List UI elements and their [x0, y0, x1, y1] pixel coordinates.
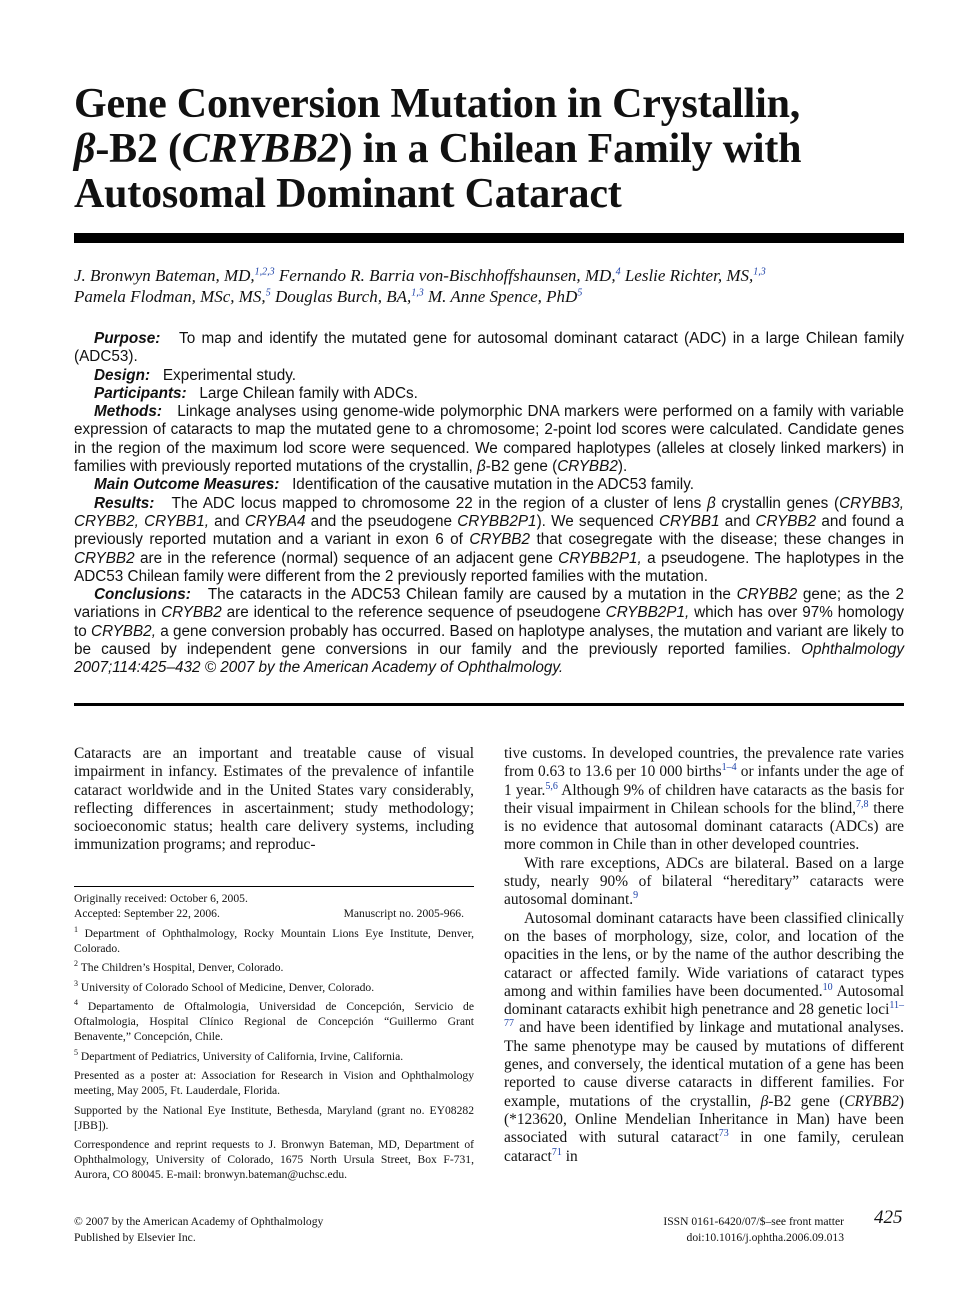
- methods-beta: β: [477, 458, 486, 476]
- intro-paragraph-2: [504, 855, 904, 910]
- abstract: [74, 330, 904, 678]
- conclusions-text-d: which has over 97% homology to: [74, 604, 904, 640]
- abstract-outcome: [74, 476, 904, 494]
- results-gene-5: CRYBB2: [755, 512, 817, 530]
- citation-link[interactable]: 9: [633, 890, 639, 902]
- results-text-g: and found a previously reported mutation and a variant in exon 6 of: [74, 512, 904, 549]
- results-text-j: a pseudogene. The haplotypes in the ADC53 Chilean family were different from the 2 previously reported families with the mutation.: [74, 549, 905, 585]
- citation-link[interactable]: 7,8: [856, 798, 869, 810]
- correspondence-note: Correspondence and reprint requests to J. Bronwyn Bateman, MD, Department of Ophthalmology, University of Colorado, 1675 North Ursula Street, Box F-731, Aurora, CO 80045. E-mail: bronwyn.bateman@uchsc.edu.: [74, 1138, 474, 1181]
- funding-note: Supported by the National Eye Institute, Bethesda, Maryland (grant no. EY08282 [JBB]).: [74, 1103, 474, 1132]
- abstract-conclusions: [74, 586, 904, 677]
- author-1: J. Bronwyn Bateman, MD,: [74, 266, 255, 285]
- author-3: Leslie Richter, MS,: [620, 266, 754, 285]
- abstract-rule: [74, 703, 904, 706]
- issn: ISSN 0161-6420/07/$–see front matter: [663, 1215, 844, 1228]
- citation-link[interactable]: 11–77: [504, 1000, 904, 1030]
- accepted-date: Accepted: September 22, 2006.: [74, 907, 220, 920]
- results-gene-7: CRYBB2: [74, 549, 135, 567]
- results-text-e: ). We sequenced: [536, 512, 659, 530]
- affiliation-2-number: 2: [74, 959, 78, 969]
- p1-text-a: tive customs. In developed countries, the prevalence rate varies from 0.63 to 13.6 per 10 000 births: [504, 745, 904, 781]
- results-label: Results:: [94, 494, 155, 512]
- p1-text-d: there is no evidence that autosomal dominant cataracts (ADCs) are more common in Chile than in other developed countries.: [504, 799, 904, 854]
- intro-paragraph-1: Cataracts are an important and treatable cause of visual impairment in infancy. Estimates of the prevalence of infantile cataract worldwide and in the United States vary considerably, reflecting differences in ascertainment; study methodology; socioeconomic status; health care delivery systems, including immunization programs; and reproduc-: [74, 745, 474, 854]
- outcome-text: Identification of the causative mutation in the ADC53 family.: [292, 476, 694, 494]
- title-rule: [74, 233, 904, 243]
- results-text-f: and: [719, 512, 756, 530]
- citation-link[interactable]: 73: [718, 1128, 729, 1140]
- p3-text-b: Autosomal dominant cataracts exhibit high penetrance and 28 genetic loci: [504, 982, 905, 1019]
- title-gene: CRYBB2: [181, 126, 339, 172]
- p3-gene: CRYBB2: [844, 1092, 899, 1110]
- p3-text-f: in one family, cerulean cataract: [504, 1129, 904, 1165]
- conclusions-gene-2: CRYBB2: [161, 604, 222, 622]
- conclusions-text: The cataracts in the ADC53 Chilean family are caused by a mutation in the: [207, 586, 737, 604]
- footnotes: [74, 891, 474, 1187]
- results-text-b: crystallin genes (: [715, 494, 840, 512]
- affiliation-1-number: 1: [74, 924, 78, 934]
- author-5: Douglas Burch, BA,: [270, 287, 412, 306]
- author-5-affil[interactable]: 1,3: [411, 287, 424, 299]
- affiliation-5-number: 5: [74, 1047, 78, 1057]
- affiliation-1-text: Department of Ophthalmology, Rocky Mountain Lions Eye Institute, Denver, Colorado.: [74, 926, 474, 955]
- conclusions-gene-1: CRYBB2: [736, 586, 798, 604]
- affiliation-4-text: Departamento de Oftalmologia, Universidad de Concepción, Servicio de Oftalmologia, Hospital Clínico Regional de Concepción “Guillermo Grant Benavente,” Concepción, Chile.: [74, 1000, 474, 1043]
- presentation-note: Presented as a poster at: Association for Research in Vision and Ophthalmology meeting, May 2005, Ft. Lauderdale, Florida.: [74, 1069, 474, 1097]
- outcome-label: Main Outcome Measures:: [94, 476, 280, 494]
- footer-left: [74, 1214, 323, 1245]
- results-gene-1: CRYBB3, CRYBB2, CRYBB1,: [74, 494, 904, 530]
- footnote-rule: [74, 886, 474, 887]
- conclusions-text-c: are identical to the reference sequence of pseudogene: [221, 604, 606, 622]
- methods-text: Linkage analyses using genome-wide polymorphic DNA markers were performed on a family with variable expression of cataracts to map the mutated gene to a chromosome; 2-point lod scores were calculated. Candidate genes in the region of the maximum lod score were sequenced. We compared haplotypes (alleles at closely linked markers) in families with previously reported mutations of the crystallin,: [74, 403, 905, 476]
- body-column-right: [504, 745, 904, 1166]
- results-gene-2: CRYBA4: [244, 512, 306, 530]
- page-number: 425: [874, 1207, 903, 1228]
- affiliation-1: [74, 926, 474, 956]
- conclusions-text-e: a gene conversion probably has occurred. Based on haplotype analyses, the mutation and variant are likely to be caused by independent gene conversions in our family and the previously reported families.: [74, 622, 904, 659]
- p3-text-e: ) (*123620, Online Mendelian Inheritance in Man) have been associated with sutural cataract: [504, 1092, 904, 1147]
- results-text-h: that cosegregate with the disease; these changes in: [530, 531, 905, 549]
- results-text-d: and the pseudogene: [305, 512, 458, 530]
- p3-text-d: -B2 gene (: [768, 1092, 845, 1110]
- affiliation-2: [74, 960, 474, 975]
- affiliation-2-text: The Children’s Hospital, Denver, Colorado.: [80, 961, 284, 974]
- body-column-left: [74, 745, 474, 855]
- p3-text-g: in: [561, 1147, 578, 1165]
- results-text-c: and: [208, 512, 245, 530]
- journal-citation: Ophthalmology 2007;114:425–432 © 2007 by the American Academy of Ophthalmology.: [74, 641, 904, 677]
- affiliation-5-text: Department of Pediatrics, University of California, Irvine, California.: [80, 1049, 404, 1063]
- copyright: © 2007 by the American Academy of Ophthalmology: [74, 1215, 324, 1228]
- title-beta: β: [74, 126, 96, 172]
- intro-paragraph-3: [504, 910, 904, 1166]
- methods-text-c: ).: [617, 458, 628, 476]
- p2-text: With rare exceptions, ADCs are bilateral. Based on a large study, nearly 90% of bilateral “hereditary” cataracts were autosomal dominant.: [504, 854, 904, 909]
- author-6: M. Anne Spence, PhD: [423, 287, 578, 306]
- affiliation-3: [74, 980, 474, 995]
- p1-text-c: Although 9% of children have cataracts as the basis for their visual impairment in Chilean schools for the blind,: [504, 781, 904, 817]
- p3-text-a: Autosomal dominant cataracts have been classified clinically on the bases of morphology, size, color, and location of the opacities in the lens, or by the name of the author describing the cataract or affected family. Wide variations of cataract types among and within families have been documented.: [504, 909, 904, 1000]
- abstract-purpose: [74, 330, 904, 367]
- design-label: Design:: [94, 366, 151, 384]
- received-date: Originally received: October 6, 2005.: [74, 892, 248, 905]
- results-gene-8: CRYBB2P1,: [558, 549, 642, 567]
- results-gene-3: CRYBB2P1: [457, 512, 537, 530]
- author-1-affil[interactable]: 1,2,3: [254, 266, 275, 278]
- results-gene-4: CRYBB1: [658, 512, 720, 530]
- abstract-participants: [74, 385, 904, 403]
- results-beta: β: [706, 494, 716, 512]
- purpose-label: Purpose:: [94, 330, 161, 347]
- author-4: Pamela Flodman, MSc, MS,: [74, 287, 266, 306]
- publisher: Published by Elsevier Inc.: [74, 1230, 196, 1244]
- accepted-row: [74, 906, 474, 921]
- affiliation-4-number: 4: [74, 998, 78, 1008]
- affiliation-3-number: 3: [74, 978, 78, 988]
- p1-text-b: or infants under the age of 1 year.: [504, 763, 904, 799]
- conclusions-label: Conclusions:: [94, 586, 191, 604]
- methods-label: Methods:: [94, 403, 162, 421]
- conclusions-text-b: gene; as the 2 variations in: [74, 586, 904, 622]
- doi-link[interactable]: doi:10.1016/j.ophtha.2006.09.013: [686, 1230, 844, 1244]
- affiliation-3-text: University of Colorado School of Medicine, Denver, Colorado.: [80, 980, 375, 994]
- affiliation-5: [74, 1049, 474, 1064]
- participants-text: Large Chilean family with ADCs.: [199, 384, 418, 402]
- results-text: The ADC locus mapped to chromosome 22 in the region of a cluster of lens: [171, 494, 707, 512]
- p3-beta: β: [760, 1092, 769, 1110]
- design-text: Experimental study.: [162, 366, 297, 384]
- title-line-2b: ) in a Chilean Family with: [338, 126, 802, 172]
- author-6-affil[interactable]: 5: [577, 287, 583, 299]
- title-line-3: Autosomal Dominant Cataract: [74, 171, 622, 217]
- conclusions-gene-4: CRYBB2,: [91, 622, 156, 640]
- title-line-1: Gene Conversion Mutation in Crystallin,: [74, 81, 801, 127]
- p3-text-c: and have been identified by linkage and mutational analyses. The same phenotype may be caused by mutations of different genes, and conversely, the identical mutation of a gene has been reported to cause diverse cataracts in different families. For example, mutations of the crystallin,: [504, 1019, 904, 1110]
- citation-link[interactable]: 1–4: [721, 762, 737, 774]
- methods-gene: CRYBB2: [557, 458, 618, 476]
- footer-right: [610, 1214, 844, 1245]
- author-4-affil[interactable]: 5: [265, 287, 271, 299]
- affiliation-4: [74, 999, 474, 1044]
- citation-link[interactable]: 71: [551, 1146, 562, 1158]
- citation-link[interactable]: 5,6: [545, 780, 558, 792]
- author-3-affil[interactable]: 1,3: [753, 266, 766, 278]
- article-title: [74, 82, 914, 217]
- citation-link[interactable]: 10: [822, 981, 833, 993]
- author-2: Fernando R. Barria von-Bischhoffshaunsen, MD,: [274, 266, 616, 285]
- methods-text-b: -B2 gene (: [485, 458, 558, 476]
- manuscript-number: Manuscript no. 2005-966.: [343, 907, 464, 920]
- abstract-methods: [74, 403, 904, 476]
- intro-paragraph-1-cont: [504, 745, 904, 855]
- title-line-2a: -B2 (: [95, 126, 182, 172]
- participants-label: Participants:: [94, 384, 187, 402]
- conclusions-gene-3: CRYBB2P1,: [605, 604, 690, 622]
- abstract-results: [74, 495, 904, 586]
- author-2-affil[interactable]: 4: [615, 266, 621, 278]
- results-text-i: are in the reference (normal) sequence of an adjacent gene: [134, 549, 559, 567]
- results-gene-6: CRYBB2: [469, 531, 531, 549]
- purpose-text: To map and identify the mutated gene for autosomal dominant cataract (ADC) in a large Chilean family (ADC53).: [74, 330, 905, 366]
- author-list: [74, 265, 904, 307]
- abstract-design: [74, 367, 904, 385]
